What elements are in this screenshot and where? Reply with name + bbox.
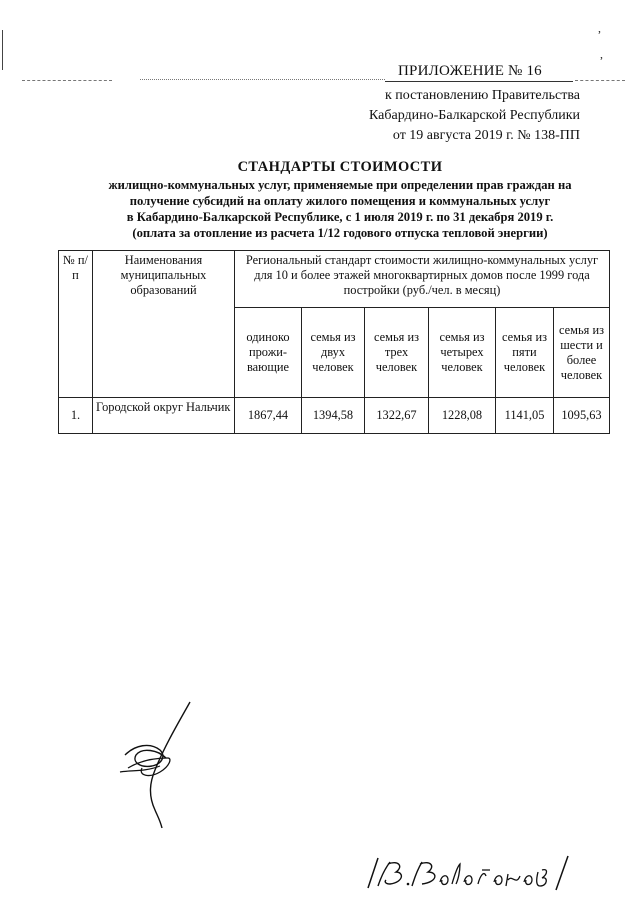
document-subtitle-line: жилищно-коммунальных услуг, применяемые при определении прав граждан на	[108, 178, 572, 192]
decree-reference	[369, 86, 580, 146]
header-num: № п/п	[59, 251, 93, 398]
subheader-cell: семья из четырех человек	[429, 308, 496, 398]
signature-name	[360, 852, 610, 892]
document-subtitle-line: в Кабардино-Балкарской Республике, с 1 июля 2019 г. по 31 декабря 2019 г.	[126, 210, 554, 224]
row-value: 1867,44	[235, 398, 302, 434]
decree-line: от 19 августа 2019 г. № 138-ПП	[392, 128, 580, 143]
document-title: СТАНДАРТЫ СТОИМОСТИ	[237, 159, 443, 175]
scan-line	[575, 80, 625, 81]
row-value: 1322,67	[365, 398, 429, 434]
subheader-cell: семья из трех человек	[365, 308, 429, 398]
subheader-cell: семья из пяти человек	[496, 308, 554, 398]
standards-table	[58, 250, 610, 434]
scan-line	[22, 80, 112, 81]
header-name: Наименования муниципальных образований	[93, 251, 235, 398]
scan-line	[140, 79, 385, 80]
row-value: 1095,63	[554, 398, 610, 434]
subheader-cell: семья из шести и более человек	[554, 308, 610, 398]
row-name: Городской округ Нальчик	[93, 398, 235, 434]
header-group: Региональный стандарт стоимости жилищно-коммунальных услуг для 10 и более этажей многоквартирных домов после 1999 года постройки (руб./чел. в месяц)	[235, 251, 610, 308]
scan-dot: ,	[600, 47, 603, 61]
appendix-title: ПРИЛОЖЕНИЕ № 16	[398, 63, 542, 79]
row-value: 1228,08	[429, 398, 496, 434]
decree-line: к постановлению Правительства	[384, 88, 580, 103]
table-row	[59, 398, 610, 434]
subheader-cell: семья из двух человек	[302, 308, 365, 398]
decree-line: Кабардино-Балкарской Республики	[369, 108, 580, 123]
scan-dot: ,	[598, 21, 601, 35]
document-subtitle-line: (оплата за отопление из расчета 1/12 годового отпуска тепловой энергии)	[132, 226, 548, 240]
appendix-underline	[385, 81, 573, 82]
document-subtitle-line: получение субсидий на оплату жилого помещения и коммунальных услуг	[129, 194, 551, 208]
row-value: 1141,05	[496, 398, 554, 434]
row-number: 1.	[59, 398, 93, 434]
subheader-cell: одиноко прожи-вающие	[235, 308, 302, 398]
document-heading	[60, 157, 620, 241]
signature-scribble	[110, 700, 220, 830]
row-value: 1394,58	[302, 398, 365, 434]
scan-edge-mark	[2, 30, 3, 70]
